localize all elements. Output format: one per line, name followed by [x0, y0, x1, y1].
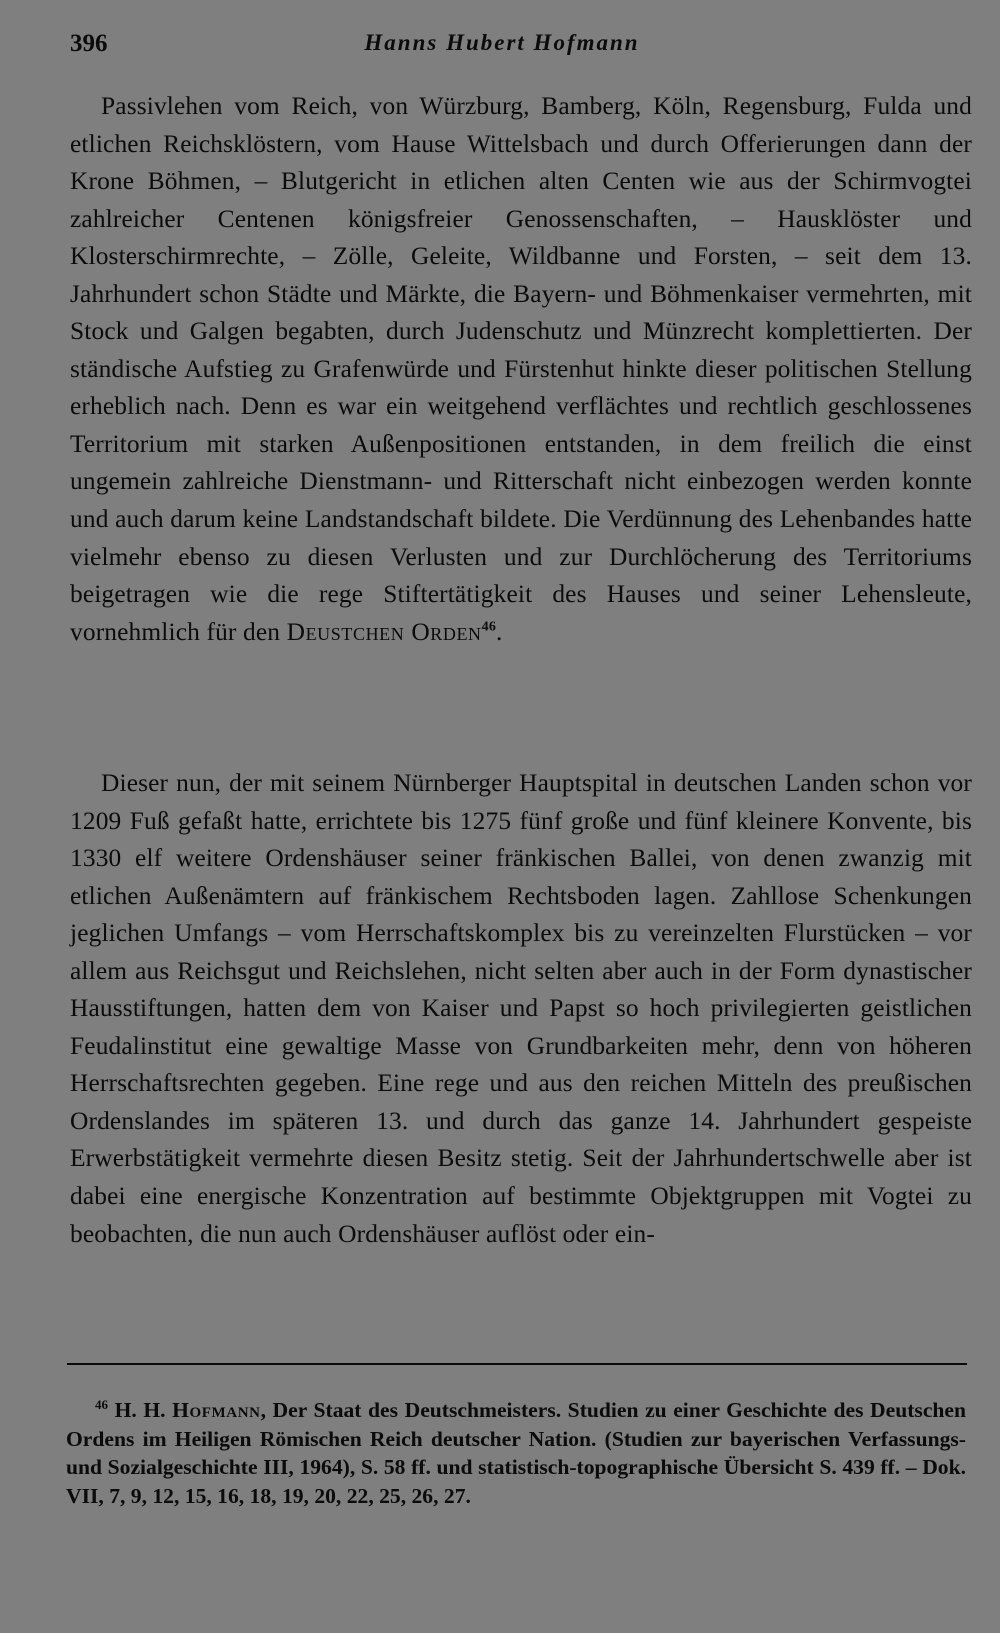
order-name: Deustchen Orden — [286, 617, 482, 646]
footnote-author-initials: H. H. — [114, 1398, 173, 1422]
footnote-divider — [67, 1363, 967, 1365]
page-header — [70, 30, 934, 64]
footnote-marker: 46 — [95, 1396, 108, 1412]
paragraph-1-end: . — [495, 617, 503, 646]
body-paragraph-1 — [70, 88, 972, 651]
page-number: 396 — [70, 30, 108, 57]
footnote-reference[interactable]: 46 — [481, 619, 496, 635]
running-head: Hanns Hubert Hofmann — [364, 30, 640, 55]
body-paragraph-2: Dieser nun, der mit seinem Nürnberger Hauptspital in deutschen Landen schon vor 1209 Fuß gefaßt hatte, errichtete bis 1275 fünf große und fünf kleinere Konvente, bis 1330 elf weitere Ordenshäuser seiner fränkischen Ballei, von denen zwanzig mit etlichen Außenämtern auf fränkischem Rechtsboden lagen. Zahllose Schenkungen jeglichen Umfangs – vom Herrschaftskomplex bis zu vereinzelten Flurstücken – vor allem aus Reichsgut und Reichslehen, nicht selten aber auch in der Form dynastischer Hausstiftungen, hatten dem von Kaiser und Papst so hoch privilegierten geistlichen Feudalinstitut eine gewaltige Masse von Grundbarkeiten mehr, denn von höheren Herrschaftsrechten gegeben. Eine rege und aus den reichen Mitteln des preußischen Ordenslandes im späteren 13. und durch das ganze 14. Jahrhundert gespeiste Erwerbstätigkeit vermehrte diesen Besitz stetig. Seit der Jahrhundertschwelle aber ist dabei eine energische Konzentration auf bestimmte Objektgruppen mit Vogtei zu beobachten, die nun auch Ordenshäuser auflöst oder ein- — [70, 769, 972, 1248]
footnote-text: , Der Staat des Deutschmeisters. Studien zu einer Geschichte des Deutschen Ordens im Heiligen Römischen Reich deutscher Nation. (Studien zur bayerischen Verfassungs- und Sozialgeschichte III, 1964), S. 58 ff. und statistisch-topographische Übersicht S. 439 ff. – Dok. VII, 7, 9, 12, 15, 16, 18, 19, 20, 22, 25, 26, 27. — [66, 1398, 967, 1508]
footnote-author: Hofmann — [172, 1398, 261, 1422]
paragraph-1-text: Passivlehen vom Reich, von Würzburg, Bamberg, Köln, Regensburg, Fulda und etlichen Reichsklöstern, vom Hause Wittelsbach und durch Offerierungen dann der Krone Böhmen, – Blutgericht in etlichen alten Centen wie aus der Schirmvogtei zahlreicher Centenen königsfreier Genossenschaften, – Hausklöster und Klosterschirmrechte, – Zölle, Geleite, Wildbanne und Forsten, – seit dem 13. Jahrhundert schon Städte und Märkte, die Bayern- und Böhmenkaiser vermehrten, mit Stock und Galgen begabten, durch Judenschutz und Münzrecht komplettierten. Der ständische Aufstieg zu Grafenwürde und Fürstenhut hinkte dieser politischen Stellung erheblich nach. Denn es war ein weitgehend verflächtes und rechtlich geschlossenes Territorium mit starken Außenpositionen entstanden, in dem freilich die einst ungemein zahlreiche Dienstmann- und Ritterschaft nicht einbezogen werden konnte und auch darum keine Landstandschaft bildete. Die Verdünnung des Lehenbandes hatte vielmehr ebenso zu diesen Verlusten und zur Durchlöcherung des Territoriums beigetragen wie die rege Stiftertätigkeit des Hauses und seiner Lehensleute, vornehmlich für den — [70, 92, 972, 646]
footnote — [66, 1396, 966, 1510]
